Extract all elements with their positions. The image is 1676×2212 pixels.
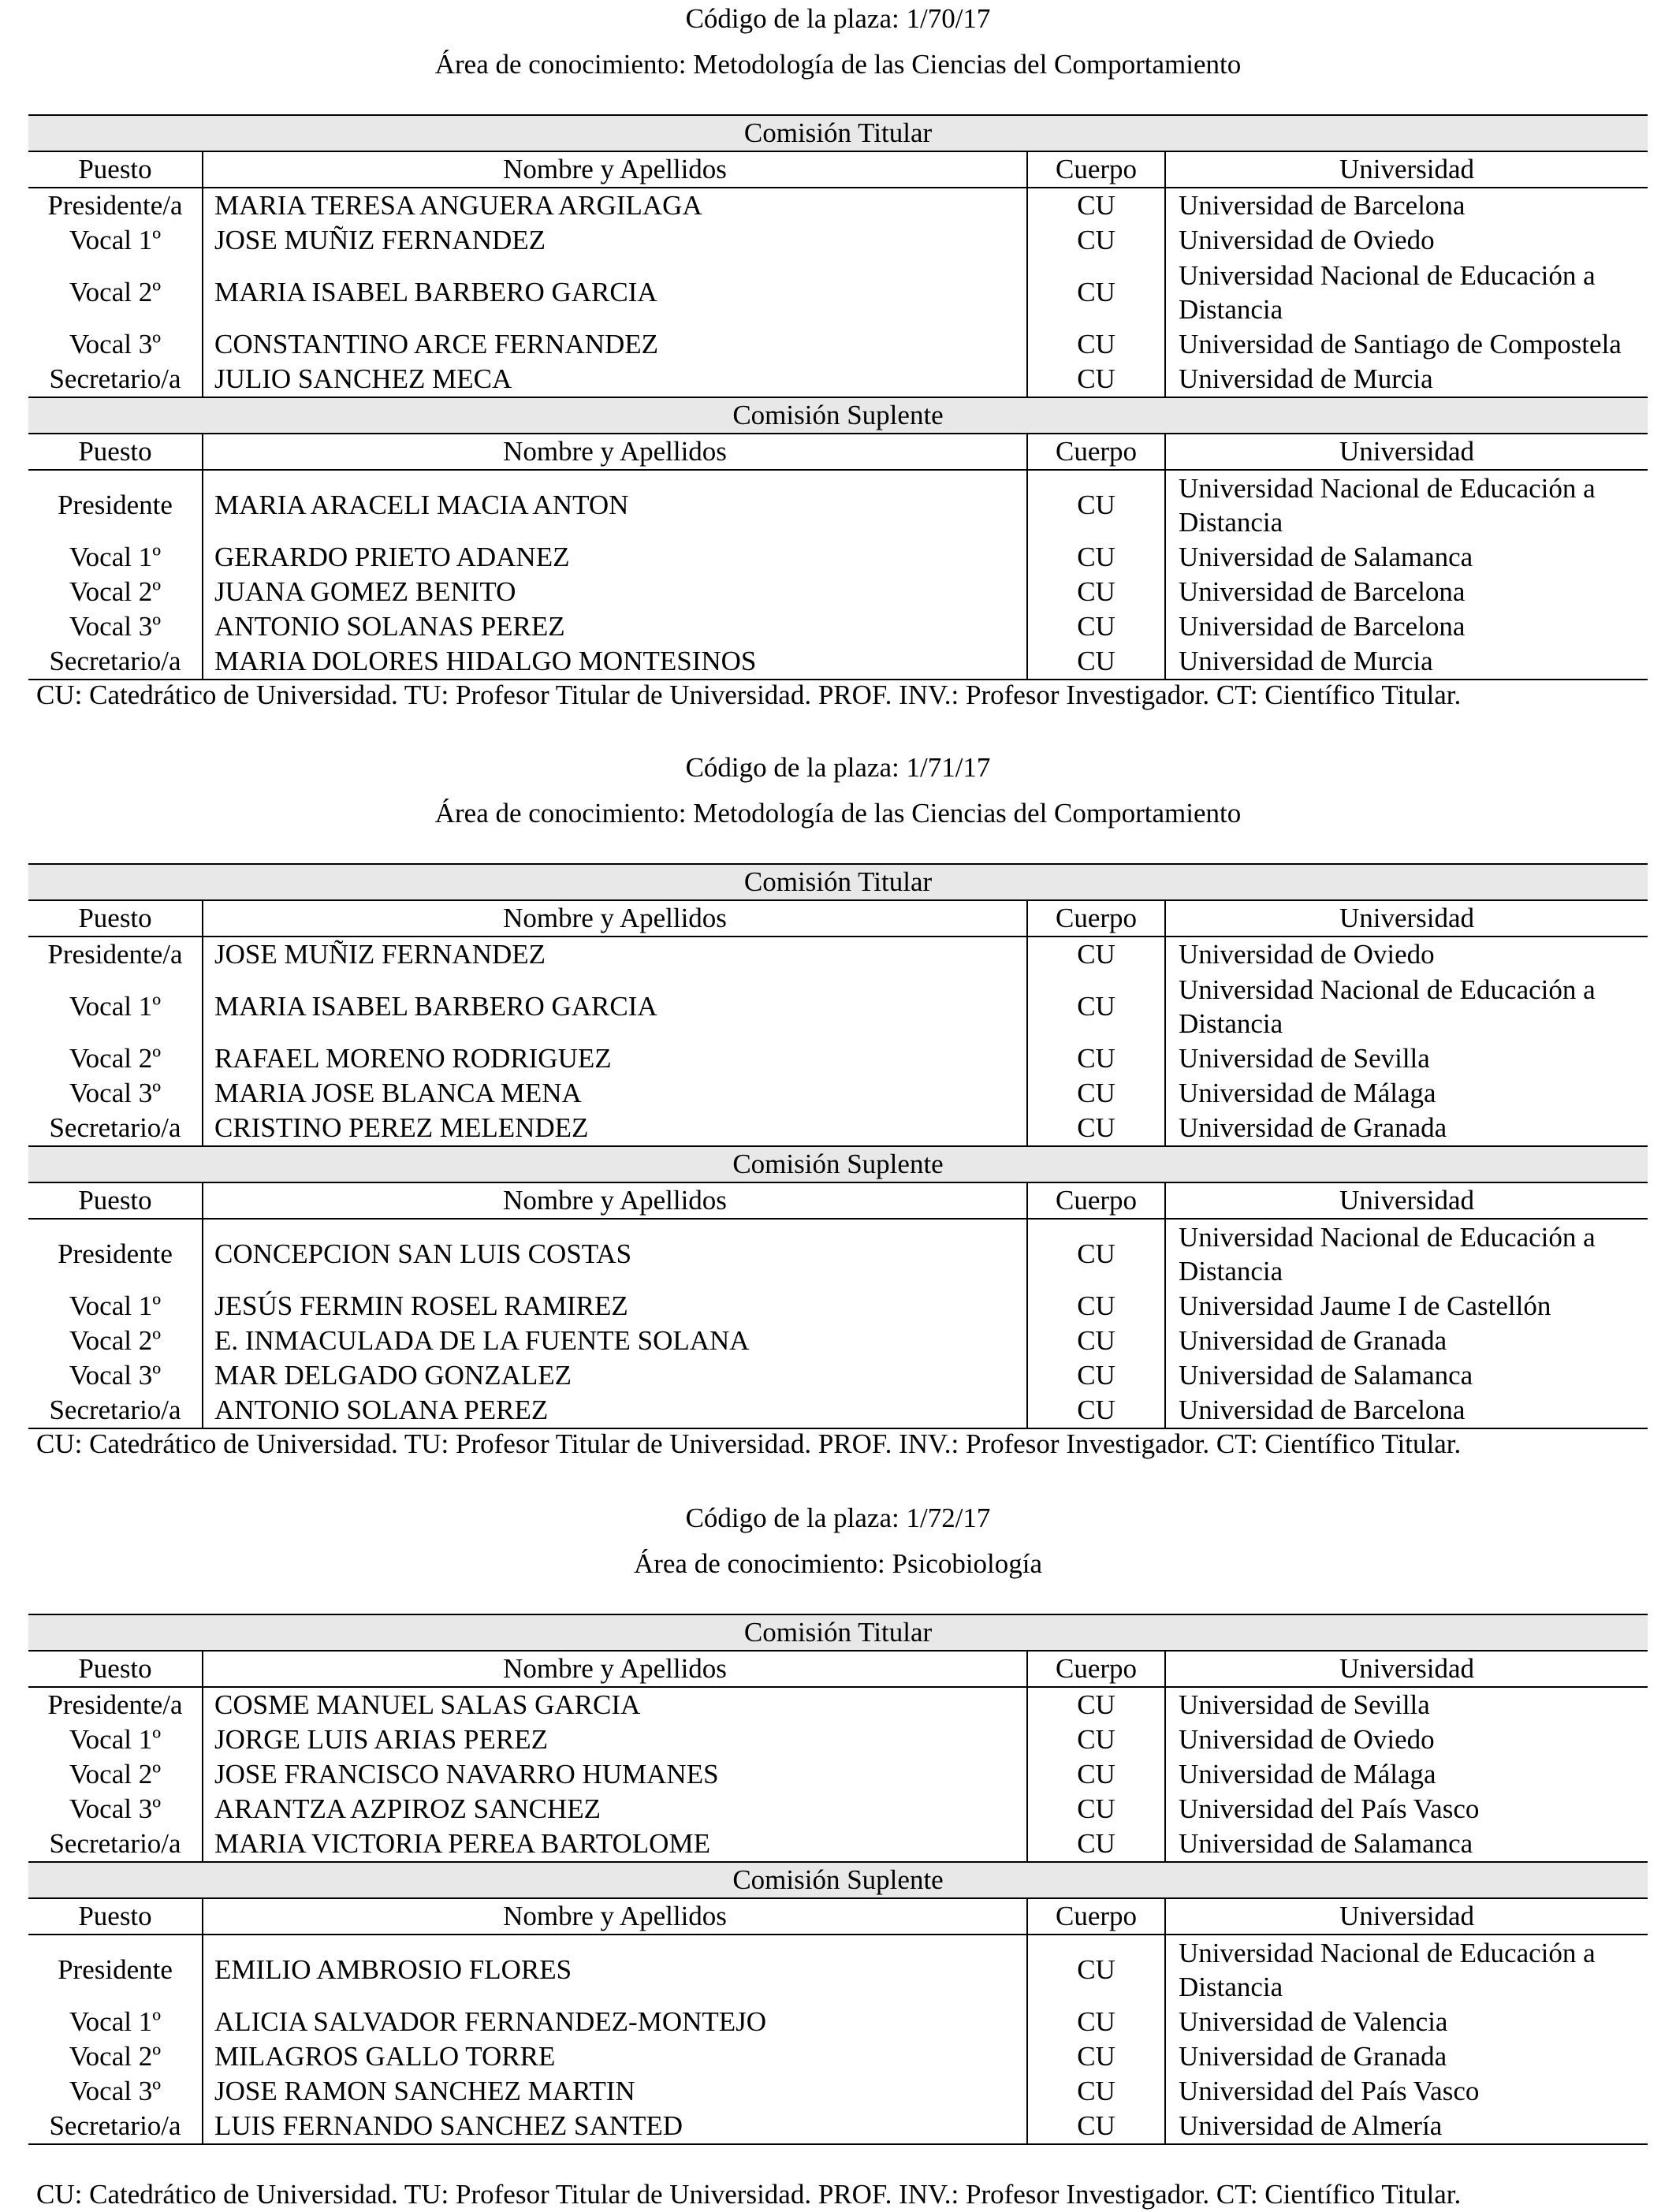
member-university: Universidad Jaume I de Castellón bbox=[1179, 1290, 1551, 1321]
member-role: Secretario/a bbox=[28, 644, 203, 680]
member-body: CU bbox=[1027, 609, 1165, 644]
member-role: Presidente/a bbox=[28, 188, 203, 223]
member-name: JOSE RAMON SANCHEZ MARTIN bbox=[214, 2076, 635, 2106]
member-body: CU bbox=[1027, 1687, 1165, 1722]
member-body: CU bbox=[1027, 540, 1165, 575]
table-row bbox=[28, 2039, 1648, 2074]
member-name: RAFAEL MORENO RODRIGUEZ bbox=[214, 1043, 612, 1074]
col-header-universidad: Universidad bbox=[1165, 1651, 1648, 1687]
table-row bbox=[28, 1076, 1648, 1111]
table-row bbox=[28, 1757, 1648, 1792]
column-headers bbox=[28, 900, 1648, 937]
table-row bbox=[28, 1935, 1648, 2005]
col-header-cuerpo: Cuerpo bbox=[1027, 900, 1165, 937]
col-header-nombre: Nombre y Apellidos bbox=[203, 434, 1027, 470]
member-role: Secretario/a bbox=[28, 1393, 203, 1428]
col-header-universidad: Universidad bbox=[1165, 900, 1648, 937]
member-role: Vocal 1º bbox=[28, 972, 203, 1041]
member-name: MARIA DOLORES HIDALGO MONTESINOS bbox=[203, 644, 1027, 680]
table-row bbox=[28, 470, 1648, 540]
member-body: CU bbox=[1027, 258, 1165, 327]
member-role: Vocal 3º bbox=[28, 2074, 203, 2109]
member-body: CU bbox=[1027, 1324, 1165, 1358]
commission-header-titular bbox=[28, 864, 1648, 900]
commission-header-titular bbox=[28, 1614, 1648, 1651]
knowledge-area: Área de conocimiento: Metodología de las Ciencias del Comportamiento bbox=[434, 49, 1242, 80]
table-row bbox=[28, 2074, 1648, 2109]
col-header-puesto: Puesto bbox=[28, 1898, 203, 1935]
member-university: Universidad de Oviedo bbox=[1179, 939, 1435, 970]
table-row bbox=[28, 972, 1648, 1041]
member-role: Vocal 3º bbox=[28, 1792, 203, 1827]
member-name: GERARDO PRIETO ADANEZ bbox=[214, 542, 570, 572]
member-role: Vocal 2º bbox=[28, 2039, 203, 2074]
table-row bbox=[28, 1827, 1648, 1862]
member-role: Vocal 3º bbox=[28, 609, 203, 644]
member-name: MARIA TERESA ANGUERA ARGILAGA bbox=[214, 190, 702, 221]
table-row bbox=[28, 1289, 1648, 1324]
knowledge-area: Área de conocimiento: Metodología de las Ciencias del Comportamiento bbox=[434, 798, 1242, 829]
commission-table bbox=[28, 863, 1648, 1429]
commission-title: Comisión Titular bbox=[28, 115, 1648, 151]
col-header-universidad: Universidad bbox=[1165, 434, 1648, 470]
member-name: MARIA ISABEL BARBERO GARCIA bbox=[214, 991, 657, 1022]
member-name: JOSE MUÑIZ FERNANDEZ bbox=[214, 939, 546, 970]
member-university: Universidad Nacional de Educación a Distancia bbox=[1179, 1938, 1596, 2002]
member-role: Vocal 2º bbox=[28, 1041, 203, 1076]
member-body: CU bbox=[1027, 2005, 1165, 2039]
member-role: Vocal 1º bbox=[28, 1289, 203, 1324]
member-role: Vocal 1º bbox=[28, 1722, 203, 1757]
commission-title: Comisión Suplente bbox=[28, 397, 1648, 434]
commission-table bbox=[28, 1614, 1648, 2145]
member-body: CU bbox=[1027, 1219, 1165, 1289]
member-body: CU bbox=[1027, 470, 1165, 540]
col-header-nombre: Nombre y Apellidos bbox=[203, 1651, 1027, 1687]
table-row bbox=[28, 1219, 1648, 1289]
member-body: CU bbox=[1027, 327, 1165, 362]
member-role: Secretario/a bbox=[28, 1827, 203, 1862]
member-name: CONCEPCION SAN LUIS COSTAS bbox=[214, 1238, 632, 1269]
member-body: CU bbox=[1027, 1827, 1165, 1862]
member-role: Presidente bbox=[28, 1935, 203, 2005]
table-row bbox=[28, 2109, 1648, 2144]
member-body: CU bbox=[1027, 2039, 1165, 2074]
member-university: Universidad de Santiago de Compostela bbox=[1179, 329, 1622, 359]
member-university: Universidad de Sevilla bbox=[1179, 1043, 1430, 1074]
col-header-puesto: Puesto bbox=[28, 1651, 203, 1687]
member-body: CU bbox=[1027, 937, 1165, 972]
plaza-code: Código de la plaza: 1/72/17 bbox=[685, 1503, 991, 1533]
member-university: Universidad de Salamanca bbox=[1179, 1360, 1473, 1391]
col-header-puesto: Puesto bbox=[28, 1182, 203, 1219]
col-header-universidad: Universidad bbox=[1165, 1898, 1648, 1935]
member-name: MARIA ARACELI MACIA ANTON bbox=[214, 490, 629, 520]
member-university: Universidad de Almería bbox=[1165, 2109, 1648, 2144]
commission-header-titular bbox=[28, 115, 1648, 151]
col-header-nombre: Nombre y Apellidos bbox=[203, 900, 1027, 937]
member-name: MAR DELGADO GONZALEZ bbox=[214, 1360, 572, 1391]
commission-title: Comisión Suplente bbox=[28, 1146, 1648, 1182]
member-university: Universidad de Málaga bbox=[1179, 1078, 1436, 1108]
table-row bbox=[28, 188, 1648, 223]
member-university: Universidad de Valencia bbox=[1179, 2006, 1448, 2037]
table-row bbox=[28, 937, 1648, 972]
col-header-cuerpo: Cuerpo bbox=[1027, 1651, 1165, 1687]
member-name: MARIA JOSE BLANCA MENA bbox=[214, 1078, 582, 1108]
commission-header-suplente bbox=[28, 1862, 1648, 1898]
col-header-universidad: Universidad bbox=[1165, 151, 1648, 188]
member-role: Vocal 1º bbox=[28, 540, 203, 575]
footnote: CU: Catedrático de Universidad. TU: Profesor Titular de Universidad. PROF. INV.: Profesor Investigador. CT: Científico Titular. bbox=[36, 2179, 1462, 2210]
member-name: CONSTANTINO ARCE FERNANDEZ bbox=[214, 329, 659, 359]
col-header-nombre: Nombre y Apellidos bbox=[203, 1898, 1027, 1935]
footnote: CU: Catedrático de Universidad. TU: Profesor Titular de Universidad. PROF. INV.: Profesor Investigador. CT: Científico Titular. bbox=[36, 680, 1462, 710]
member-university: Universidad de Sevilla bbox=[1179, 1689, 1430, 1720]
member-role: Presidente bbox=[28, 1219, 203, 1289]
member-body: CU bbox=[1027, 1358, 1165, 1393]
member-body: CU bbox=[1027, 1935, 1165, 2005]
member-role: Vocal 1º bbox=[28, 223, 203, 258]
member-body: CU bbox=[1027, 644, 1165, 680]
member-university: Universidad de Salamanca bbox=[1179, 542, 1473, 572]
table-row bbox=[28, 1393, 1648, 1428]
commission-header-suplente bbox=[28, 397, 1648, 434]
member-name: CRISTINO PEREZ MELENDEZ bbox=[203, 1111, 1027, 1146]
table-row bbox=[28, 644, 1648, 680]
col-header-cuerpo: Cuerpo bbox=[1027, 1898, 1165, 1935]
column-headers bbox=[28, 151, 1648, 188]
member-body: CU bbox=[1027, 1792, 1165, 1827]
member-name: MARIA ISABEL BARBERO GARCIA bbox=[214, 277, 657, 307]
table-row bbox=[28, 223, 1648, 258]
plaza-code: Código de la plaza: 1/71/17 bbox=[685, 752, 991, 783]
col-header-nombre: Nombre y Apellidos bbox=[203, 1182, 1027, 1219]
member-role: Presidente/a bbox=[28, 1687, 203, 1722]
member-university: Universidad de Salamanca bbox=[1165, 1827, 1648, 1862]
member-role: Vocal 3º bbox=[28, 1358, 203, 1393]
col-header-cuerpo: Cuerpo bbox=[1027, 434, 1165, 470]
table-row bbox=[28, 327, 1648, 362]
member-role: Vocal 2º bbox=[28, 1757, 203, 1792]
member-university: Universidad de Murcia bbox=[1165, 644, 1648, 680]
member-university: Universidad de Oviedo bbox=[1179, 1724, 1435, 1755]
member-role: Presidente/a bbox=[28, 937, 203, 972]
col-header-cuerpo: Cuerpo bbox=[1027, 151, 1165, 188]
knowledge-area: Área de conocimiento: Psicobiología bbox=[633, 1548, 1043, 1579]
member-university: Universidad de Granada bbox=[1165, 1111, 1648, 1146]
member-name: JOSE MUÑIZ FERNANDEZ bbox=[214, 225, 546, 255]
table-row bbox=[28, 575, 1648, 609]
col-header-universidad: Universidad bbox=[1165, 1182, 1648, 1219]
member-name: ALICIA SALVADOR FERNANDEZ-MONTEJO bbox=[214, 2006, 767, 2037]
commission-title: Comisión Titular bbox=[28, 864, 1648, 900]
member-university: Universidad del País Vasco bbox=[1179, 2076, 1480, 2106]
member-body: CU bbox=[1027, 575, 1165, 609]
member-university: Universidad de Barcelona bbox=[1179, 576, 1466, 607]
member-university: Universidad Nacional de Educación a Distancia bbox=[1179, 974, 1596, 1039]
member-body: CU bbox=[1027, 1041, 1165, 1076]
member-name: MARIA VICTORIA PEREA BARTOLOME bbox=[203, 1827, 1027, 1862]
column-headers bbox=[28, 434, 1648, 470]
member-name: ARANTZA AZPIROZ SANCHEZ bbox=[214, 1793, 601, 1824]
member-university: Universidad de Murcia bbox=[1165, 362, 1648, 397]
commission-title: Comisión Titular bbox=[28, 1614, 1648, 1651]
member-role: Secretario/a bbox=[28, 362, 203, 397]
member-university: Universidad de Barcelona bbox=[1179, 611, 1466, 642]
member-name: JULIO SANCHEZ MECA bbox=[203, 362, 1027, 397]
member-role: Vocal 3º bbox=[28, 327, 203, 362]
member-body: CU bbox=[1027, 1289, 1165, 1324]
member-name: JORGE LUIS ARIAS PEREZ bbox=[214, 1724, 548, 1755]
table-row bbox=[28, 1111, 1648, 1146]
column-headers bbox=[28, 1651, 1648, 1687]
table-row bbox=[28, 1358, 1648, 1393]
member-university: Universidad de Barcelona bbox=[1179, 190, 1466, 221]
member-name: COSME MANUEL SALAS GARCIA bbox=[214, 1689, 641, 1720]
table-row bbox=[28, 258, 1648, 327]
table-row bbox=[28, 1324, 1648, 1358]
member-body: CU bbox=[1027, 223, 1165, 258]
member-university: Universidad de Granada bbox=[1179, 2041, 1447, 2072]
table-row bbox=[28, 2005, 1648, 2039]
member-university: Universidad de Granada bbox=[1179, 1325, 1447, 1356]
member-university: Universidad Nacional de Educación a Distancia bbox=[1179, 473, 1596, 538]
col-header-puesto: Puesto bbox=[28, 434, 203, 470]
col-header-nombre: Nombre y Apellidos bbox=[203, 151, 1027, 188]
table-row bbox=[28, 362, 1648, 397]
member-university: Universidad de Oviedo bbox=[1179, 225, 1435, 255]
table-row bbox=[28, 1792, 1648, 1827]
member-role: Secretario/a bbox=[28, 2109, 203, 2144]
member-role: Vocal 2º bbox=[28, 258, 203, 327]
member-university: Universidad Nacional de Educación a Distancia bbox=[1179, 260, 1596, 325]
table-row bbox=[28, 1722, 1648, 1757]
member-body: CU bbox=[1027, 1076, 1165, 1111]
member-name: E. INMACULADA DE LA FUENTE SOLANA bbox=[214, 1325, 750, 1356]
member-name: JOSE FRANCISCO NAVARRO HUMANES bbox=[214, 1759, 719, 1789]
member-name: ANTONIO SOLANAS PEREZ bbox=[214, 611, 565, 642]
commission-table bbox=[28, 114, 1648, 680]
member-body: CU bbox=[1027, 188, 1165, 223]
member-name: ANTONIO SOLANA PEREZ bbox=[203, 1393, 1027, 1428]
member-university: Universidad de Málaga bbox=[1179, 1759, 1436, 1789]
member-role: Vocal 2º bbox=[28, 1324, 203, 1358]
member-body: CU bbox=[1027, 1722, 1165, 1757]
member-university: Universidad de Barcelona bbox=[1165, 1393, 1648, 1428]
column-headers bbox=[28, 1182, 1648, 1219]
member-name: JUANA GOMEZ BENITO bbox=[214, 576, 516, 607]
table-row bbox=[28, 1041, 1648, 1076]
commission-title: Comisión Suplente bbox=[28, 1862, 1648, 1898]
table-row bbox=[28, 540, 1648, 575]
member-role: Vocal 2º bbox=[28, 575, 203, 609]
member-role: Vocal 3º bbox=[28, 1076, 203, 1111]
column-headers bbox=[28, 1898, 1648, 1935]
member-name: EMILIO AMBROSIO FLORES bbox=[214, 1954, 572, 1985]
member-university: Universidad del País Vasco bbox=[1179, 1793, 1480, 1824]
commission-header-suplente bbox=[28, 1146, 1648, 1182]
member-body: CU bbox=[1027, 1111, 1165, 1146]
member-university: Universidad Nacional de Educación a Distancia bbox=[1179, 1222, 1596, 1287]
member-name: JESÚS FERMIN ROSEL RAMIREZ bbox=[214, 1290, 628, 1321]
member-role: Vocal 1º bbox=[28, 2005, 203, 2039]
col-header-puesto: Puesto bbox=[28, 151, 203, 188]
col-header-puesto: Puesto bbox=[28, 900, 203, 937]
plaza-code: Código de la plaza: 1/70/17 bbox=[685, 3, 991, 34]
member-role: Presidente bbox=[28, 470, 203, 540]
col-header-cuerpo: Cuerpo bbox=[1027, 1182, 1165, 1219]
member-name: MILAGROS GALLO TORRE bbox=[214, 2041, 556, 2072]
table-row bbox=[28, 1687, 1648, 1722]
member-body: CU bbox=[1027, 972, 1165, 1041]
member-body: CU bbox=[1027, 1757, 1165, 1792]
footnote: CU: Catedrático de Universidad. TU: Profesor Titular de Universidad. PROF. INV.: Profesor Investigador. CT: Científico Titular. bbox=[36, 1428, 1462, 1459]
member-body: CU bbox=[1027, 362, 1165, 397]
member-body: CU bbox=[1027, 2109, 1165, 2144]
member-body: CU bbox=[1027, 2074, 1165, 2109]
member-name: LUIS FERNANDO SANCHEZ SANTED bbox=[203, 2109, 1027, 2144]
table-row bbox=[28, 609, 1648, 644]
member-role: Secretario/a bbox=[28, 1111, 203, 1146]
member-body: CU bbox=[1027, 1393, 1165, 1428]
